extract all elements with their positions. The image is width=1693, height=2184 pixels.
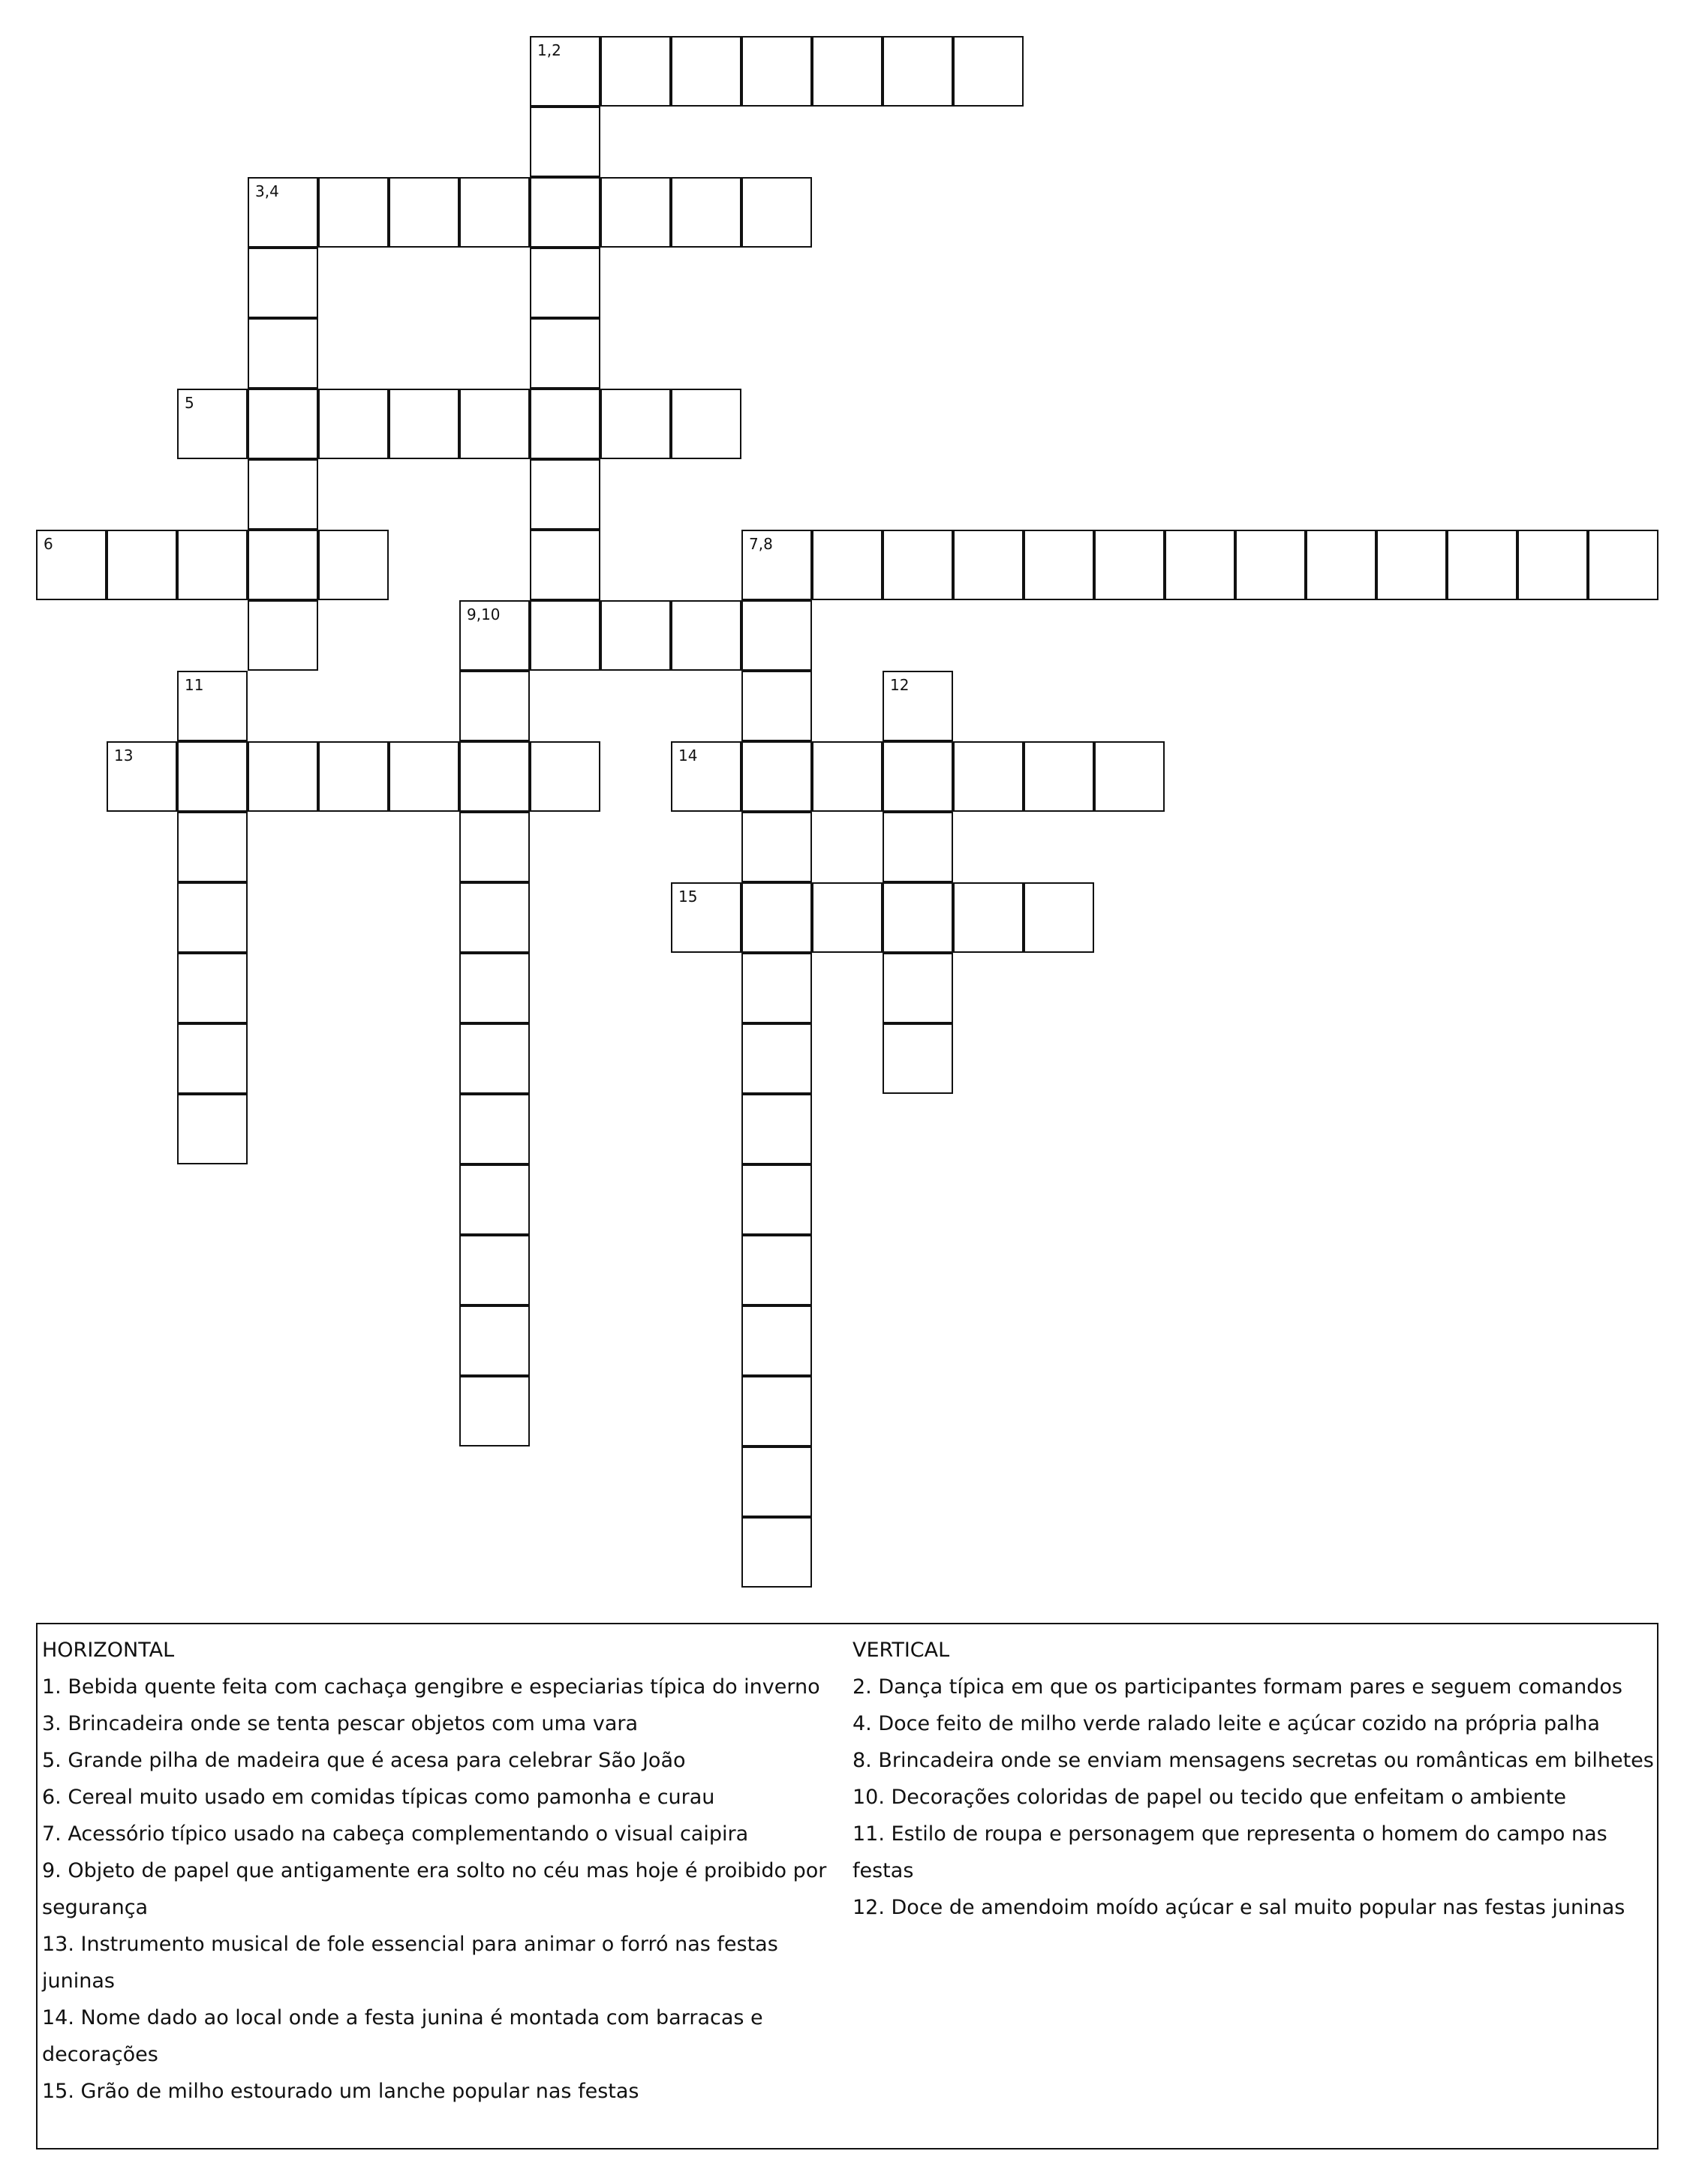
grid-cell[interactable]: [883, 36, 953, 107]
grid-cell[interactable]: [883, 741, 953, 812]
grid-cell[interactable]: [389, 177, 459, 248]
clue-number: 11: [185, 676, 204, 694]
grid-cell[interactable]: [883, 812, 953, 882]
horizontal-clues: [42, 1632, 853, 2110]
grid-cell[interactable]: [177, 741, 248, 812]
grid-cell[interactable]: [741, 1517, 812, 1588]
horizontal-clue: 6. Cereal muito usado em comidas típicas como pamonha e curau: [42, 1786, 715, 1809]
grid-cell[interactable]: [530, 530, 600, 600]
clue-number: 7,8: [749, 535, 773, 553]
grid-cell[interactable]: [177, 953, 248, 1023]
grid-cell[interactable]: [741, 1305, 812, 1376]
clue-number: 12: [890, 676, 910, 694]
grid-cell[interactable]: [389, 741, 459, 812]
grid-cell[interactable]: [459, 600, 530, 671]
horizontal-heading: HORIZONTAL: [42, 1639, 175, 1662]
grid-cell[interactable]: [883, 882, 953, 953]
grid-cell[interactable]: [389, 389, 459, 459]
clue-number: 1,2: [537, 41, 561, 59]
grid-cell[interactable]: [248, 600, 318, 671]
grid-cell[interactable]: [459, 1094, 530, 1164]
grid-cell[interactable]: [177, 812, 248, 882]
grid-cell[interactable]: [530, 107, 600, 177]
grid-cell[interactable]: [741, 530, 812, 600]
grid-cell[interactable]: [741, 671, 812, 741]
grid-cell[interactable]: [671, 389, 741, 459]
grid-cell[interactable]: [459, 1376, 530, 1446]
grid-cell[interactable]: [953, 741, 1024, 812]
grid-cell[interactable]: [530, 741, 600, 812]
grid-cell[interactable]: [318, 741, 389, 812]
grid-cell[interactable]: [953, 530, 1024, 600]
vertical-clue: 8. Brincadeira onde se enviam mensagens secretas ou românticas em bilhetes: [853, 1749, 1654, 1772]
grid-cell[interactable]: [671, 177, 741, 248]
clue-number: 13: [114, 747, 134, 765]
grid-cell[interactable]: [1165, 530, 1235, 600]
grid-cell[interactable]: [459, 1235, 530, 1305]
grid-cell[interactable]: [671, 600, 741, 671]
grid-cell[interactable]: [459, 741, 530, 812]
grid-cell[interactable]: [318, 530, 389, 600]
grid-cell[interactable]: [459, 953, 530, 1023]
grid-cell[interactable]: [883, 530, 953, 600]
grid-cell[interactable]: [883, 953, 953, 1023]
grid-cell[interactable]: [459, 671, 530, 741]
grid-cell[interactable]: [1306, 530, 1376, 600]
grid-cell[interactable]: [600, 389, 671, 459]
grid-cell[interactable]: [1517, 530, 1588, 600]
vertical-heading: VERTICAL: [853, 1639, 950, 1662]
grid-cell[interactable]: [318, 177, 389, 248]
grid-cell[interactable]: [459, 1305, 530, 1376]
grid-cell[interactable]: [248, 741, 318, 812]
clue-number: 6: [44, 535, 53, 553]
grid-cell[interactable]: [1094, 741, 1165, 812]
grid-cell[interactable]: [812, 882, 883, 953]
horizontal-clue: 9. Objeto de papel que antigamente era solto no céu mas hoje é proibido por segurança: [42, 1859, 827, 1919]
grid-cell[interactable]: [459, 882, 530, 953]
grid-cell[interactable]: [1588, 530, 1658, 600]
grid-cell[interactable]: [248, 459, 318, 530]
grid-cell[interactable]: [741, 600, 812, 671]
grid-cell[interactable]: [883, 1023, 953, 1094]
horizontal-clue: 13. Instrumento musical de fole essencial para animar o forró nas festas juninas: [42, 1933, 778, 1993]
grid-cell[interactable]: [459, 1023, 530, 1094]
grid-cell[interactable]: [459, 1164, 530, 1235]
grid-cell[interactable]: [107, 530, 177, 600]
grid-cell[interactable]: [1235, 530, 1306, 600]
grid-cell[interactable]: [741, 1094, 812, 1164]
grid-cell[interactable]: [530, 389, 600, 459]
horizontal-clue: 5. Grande pilha de madeira que é acesa para celebrar São João: [42, 1749, 686, 1772]
vertical-clue: 2. Dança típica em que os participantes formam pares e seguem comandos: [853, 1675, 1622, 1699]
grid-cell[interactable]: [883, 671, 953, 741]
grid-cell[interactable]: [530, 36, 600, 107]
clue-number: 5: [185, 394, 194, 412]
grid-cell[interactable]: [741, 1376, 812, 1446]
grid-cell[interactable]: [741, 1446, 812, 1517]
grid-cell[interactable]: [459, 812, 530, 882]
clue-number: 14: [678, 747, 698, 765]
grid-cell[interactable]: [248, 177, 318, 248]
grid-cell[interactable]: [530, 600, 600, 671]
grid-cell[interactable]: [600, 36, 671, 107]
vertical-clue: 11. Estilo de roupa e personagem que representa o homem do campo nas festas: [853, 1822, 1607, 1882]
grid-cell[interactable]: [741, 741, 812, 812]
grid-cell[interactable]: [177, 1023, 248, 1094]
horizontal-clue: 14. Nome dado ao local onde a festa junina é montada com barracas e decorações: [42, 2006, 763, 2066]
grid-cell[interactable]: [248, 248, 318, 318]
grid-cell[interactable]: [953, 882, 1024, 953]
grid-cell[interactable]: [812, 36, 883, 107]
grid-cell[interactable]: [600, 600, 671, 671]
grid-cell[interactable]: [741, 882, 812, 953]
grid-cell[interactable]: [741, 1164, 812, 1235]
vertical-clue: 10. Decorações coloridas de papel ou tecido que enfeitam o ambiente: [853, 1786, 1567, 1809]
vertical-clues: [853, 1632, 1655, 1926]
grid-cell[interactable]: [671, 882, 741, 953]
vertical-clue: 4. Doce feito de milho verde ralado leite e açúcar cozido na própria palha: [853, 1712, 1600, 1735]
vertical-clue: 12. Doce de amendoim moído açúcar e sal muito popular nas festas juninas: [853, 1896, 1625, 1919]
grid-cell[interactable]: [671, 36, 741, 107]
grid-cell[interactable]: [600, 177, 671, 248]
grid-cell[interactable]: [248, 530, 318, 600]
grid-cell[interactable]: [741, 953, 812, 1023]
grid-cell[interactable]: [671, 741, 741, 812]
grid-cell[interactable]: [1024, 530, 1094, 600]
grid-cell[interactable]: [741, 177, 812, 248]
horizontal-clue: 15. Grão de milho estourado um lanche popular nas festas: [42, 2080, 639, 2103]
grid-cell[interactable]: [318, 389, 389, 459]
horizontal-clue: 3. Brincadeira onde se tenta pescar objetos com uma vara: [42, 1712, 639, 1735]
grid-cell[interactable]: [177, 530, 248, 600]
grid-cell[interactable]: [953, 36, 1024, 107]
horizontal-clue: 7. Acessório típico usado na cabeça complementando o visual caipira: [42, 1822, 749, 1846]
grid-cell[interactable]: [177, 389, 248, 459]
grid-cell[interactable]: [107, 741, 177, 812]
clue-number: 9,10: [467, 605, 501, 623]
grid-cell[interactable]: [530, 177, 600, 248]
grid-cell[interactable]: [1447, 530, 1517, 600]
grid-cell[interactable]: [812, 741, 883, 812]
grid-cell[interactable]: [741, 812, 812, 882]
grid-cell[interactable]: [812, 530, 883, 600]
grid-cell[interactable]: [741, 36, 812, 107]
grid-cell[interactable]: [1376, 530, 1447, 600]
clues-box: [36, 1623, 1658, 2149]
grid-cell[interactable]: [459, 389, 530, 459]
grid-cell[interactable]: [177, 1094, 248, 1164]
horizontal-clue: 1. Bebida quente feita com cachaça gengibre e especiarias típica do inverno: [42, 1675, 820, 1699]
grid-cell[interactable]: [248, 389, 318, 459]
grid-cell[interactable]: [248, 318, 318, 389]
grid-cell[interactable]: [36, 530, 107, 600]
clue-number: 3,4: [255, 182, 279, 200]
grid-cell[interactable]: [741, 1235, 812, 1305]
grid-cell[interactable]: [530, 248, 600, 318]
grid-cell[interactable]: [530, 459, 600, 530]
grid-cell[interactable]: [530, 318, 600, 389]
clue-number: 15: [678, 888, 698, 906]
grid-cell[interactable]: [1094, 530, 1165, 600]
grid-cell[interactable]: [177, 882, 248, 953]
grid-cell[interactable]: [1024, 741, 1094, 812]
grid-cell[interactable]: [459, 177, 530, 248]
grid-cell[interactable]: [741, 1023, 812, 1094]
grid-cell[interactable]: [1024, 882, 1094, 953]
grid-cell[interactable]: [177, 671, 248, 741]
